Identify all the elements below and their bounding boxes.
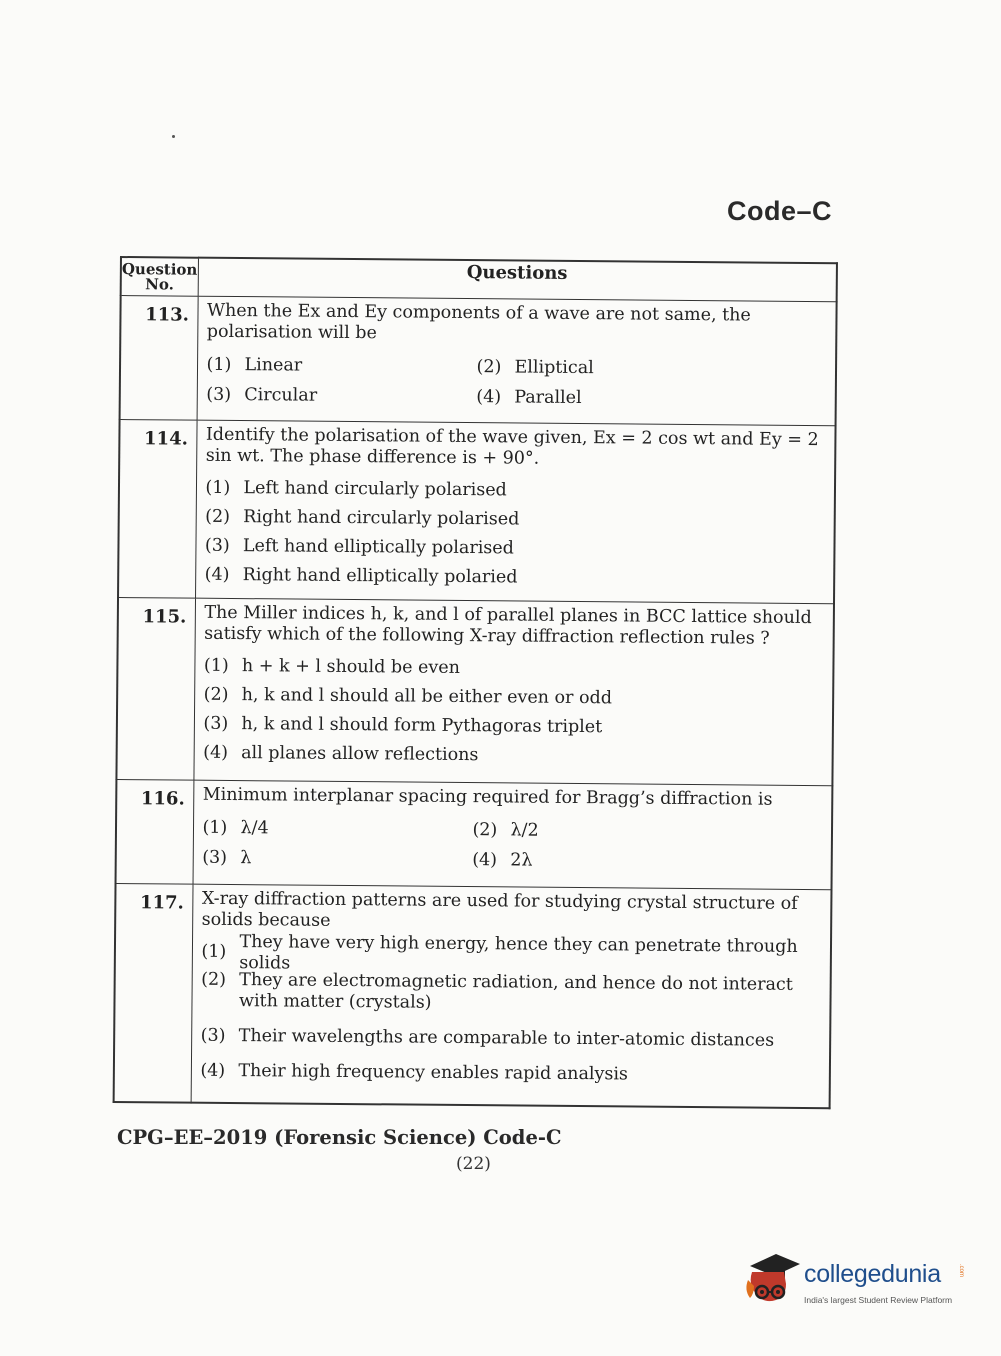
brand-tagline: India's largest Student Review Platform	[804, 1295, 953, 1305]
question-body	[193, 598, 834, 786]
question-row	[118, 420, 836, 604]
option: (4) 2λ	[472, 849, 533, 871]
option: (1) h + k + l should be even	[203, 655, 461, 678]
option: (1) λ/4	[202, 817, 269, 838]
question-number: 115.	[116, 597, 195, 780]
question-body	[197, 296, 837, 426]
option: (4) Right hand elliptically polaried	[204, 564, 518, 588]
option: (3) Left hand elliptically polarised	[204, 535, 514, 559]
table-header-row	[121, 257, 837, 302]
question-body	[191, 884, 832, 1108]
option: (2) λ/2	[472, 819, 539, 841]
collegedunia-logo	[742, 1250, 982, 1320]
question-row	[120, 296, 837, 426]
questions-table	[113, 256, 838, 1109]
option: (1) They have very high energy, hence they can penetrate through solids	[201, 931, 798, 974]
question-row	[114, 883, 832, 1107]
question-row	[116, 597, 834, 785]
option: (1) Linear	[206, 354, 303, 376]
question-stem: Minimum interplanar spacing required for Bragg’s diffraction is	[202, 784, 773, 810]
question-stem: Identify the polarisation of the wave given, Ex = 2 cos wt and Ey = 2 sin wt. The phase difference is + 90°.	[205, 424, 819, 469]
options-grid	[202, 813, 827, 878]
option: (4) Parallel	[476, 386, 582, 408]
stray-dot	[172, 135, 175, 138]
option: (1) Left hand circularly polarised	[205, 477, 507, 501]
question-number: 113.	[120, 296, 198, 421]
questions-header: Questions	[198, 258, 837, 302]
option: (3) h, k and l should form Pythagoras triplet	[203, 713, 603, 738]
question-stem: X-ray diffraction patterns are used for studying crystal structure of solids because	[201, 888, 798, 931]
brand-name: collegedunia	[804, 1260, 941, 1288]
question-stem: When the Ex and Ey components of a wave are not same, the polarisation will be	[206, 300, 751, 344]
option: (2) Elliptical	[476, 356, 594, 378]
option: (3) λ	[202, 847, 252, 868]
option: (3) Their wavelengths are comparable to inter-atomic distances	[200, 1025, 775, 1051]
brand-dotcom: .com	[958, 1264, 964, 1278]
option: (4) all planes allow reflections	[203, 742, 479, 766]
option: (2) They are electromagnetic radiation, and hence do not interact with matter (crystals)	[201, 969, 793, 1013]
option: (3) Circular	[206, 384, 318, 406]
page-number: (22)	[456, 1154, 491, 1174]
question-number: 116.	[116, 779, 194, 884]
question-no-header: Question No.	[121, 257, 198, 296]
question-body	[193, 780, 833, 890]
option: (2) h, k and l should all be either even or odd	[203, 684, 613, 709]
footer-code: CPG–EE–2019 (Forensic Science) Code-C	[117, 1126, 562, 1149]
option: (4) Their high frequency enables rapid analysis	[200, 1060, 629, 1085]
question-number: 114.	[118, 420, 197, 599]
option: (2) Right hand circularly polarised	[205, 506, 520, 530]
mascot-icon	[742, 1250, 802, 1312]
question-body	[195, 420, 836, 604]
page-code: Code–C	[727, 196, 833, 226]
question-number: 117.	[114, 883, 193, 1102]
question-stem: The Miller indices h, k, and l of parallel planes in BCC lattice should satisfy which of the following X-ray diffraction reflection rules ?	[204, 602, 812, 649]
options-grid	[206, 350, 831, 415]
question-row	[116, 779, 833, 889]
